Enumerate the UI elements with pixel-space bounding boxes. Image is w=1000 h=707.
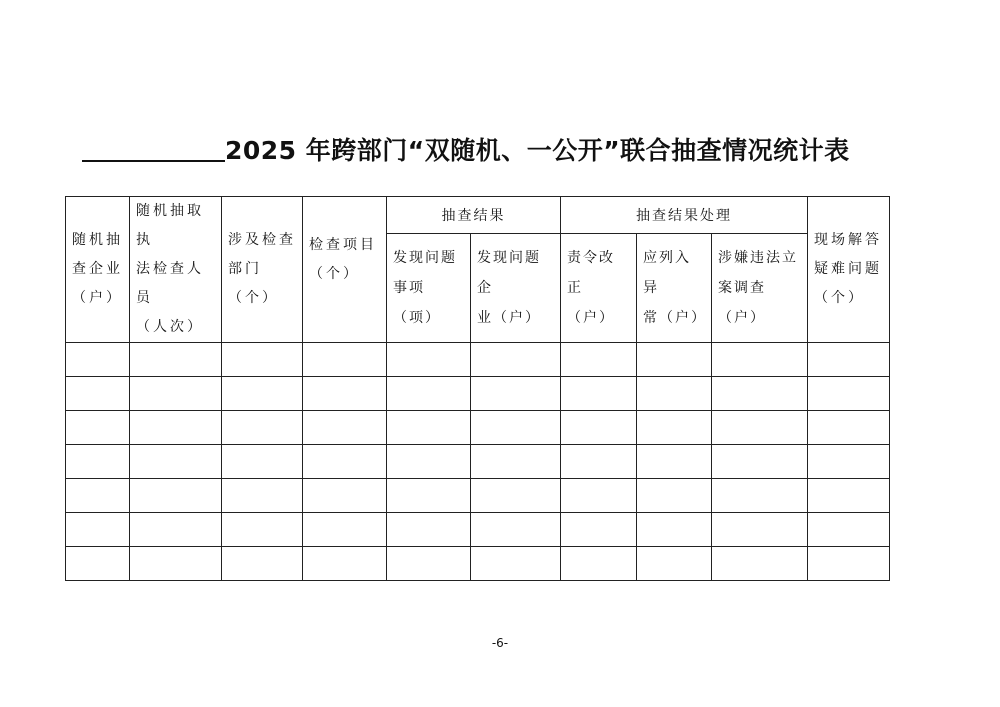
table-cell[interactable] (471, 479, 561, 513)
header-inspection-items: 检查项目 （个） (303, 197, 387, 343)
header-departments: 涉及检查 部门（个） (222, 197, 303, 343)
table-cell[interactable] (561, 513, 637, 547)
table-cell[interactable] (387, 547, 471, 581)
table-cell[interactable] (808, 411, 890, 445)
table-cell[interactable] (222, 411, 303, 445)
table-cell[interactable] (637, 445, 712, 479)
table-cell[interactable] (222, 513, 303, 547)
table-cell[interactable] (387, 479, 471, 513)
table-cell[interactable] (303, 377, 387, 411)
table-cell[interactable] (303, 343, 387, 377)
table-cell[interactable] (130, 513, 222, 547)
table-cell[interactable] (471, 411, 561, 445)
header-abnormal-list: 应列入异 常（户） (637, 234, 712, 343)
table-cell[interactable] (66, 343, 130, 377)
table-cell[interactable] (471, 513, 561, 547)
header-group-handling: 抽查结果处理 (561, 197, 808, 234)
header-sampled-enterprises: 随机抽 查企业 （户） (66, 197, 130, 343)
table-cell[interactable] (637, 343, 712, 377)
table-cell[interactable] (222, 343, 303, 377)
table-cell[interactable] (303, 547, 387, 581)
table-cell[interactable] (712, 445, 808, 479)
table-cell[interactable] (637, 377, 712, 411)
table-cell[interactable] (712, 547, 808, 581)
title-blank-line (82, 160, 225, 162)
table-row (66, 479, 890, 513)
table-cell[interactable] (808, 479, 890, 513)
header-onsite-answers: 现场解答 疑难问题 （个） (808, 197, 890, 343)
table-row (66, 445, 890, 479)
table-cell[interactable] (561, 411, 637, 445)
table-cell[interactable] (387, 343, 471, 377)
table-cell[interactable] (130, 479, 222, 513)
table-cell[interactable] (561, 343, 637, 377)
table-cell[interactable] (712, 411, 808, 445)
table-cell[interactable] (808, 377, 890, 411)
table-cell[interactable] (561, 479, 637, 513)
table-cell[interactable] (808, 547, 890, 581)
title-text: 2025 年跨部门“双随机、一公开”联合抽查情况统计表 (225, 136, 850, 165)
table-cell[interactable] (66, 445, 130, 479)
header-inspectors: 随机抽取执 法检查人员 （人次） (130, 197, 222, 343)
table-cell[interactable] (387, 377, 471, 411)
table-cell[interactable] (637, 479, 712, 513)
table-cell[interactable] (303, 411, 387, 445)
statistics-table (65, 196, 890, 581)
table-cell[interactable] (637, 547, 712, 581)
table-cell[interactable] (387, 513, 471, 547)
header-found-enterprises: 发现问题企 业（户） (471, 234, 561, 343)
table-row (66, 411, 890, 445)
header-found-items: 发现问题 事项（项） (387, 234, 471, 343)
table-cell[interactable] (712, 343, 808, 377)
table-cell[interactable] (561, 547, 637, 581)
document-title (82, 128, 882, 168)
table-cell[interactable] (303, 445, 387, 479)
table-cell[interactable] (130, 343, 222, 377)
table-cell[interactable] (637, 513, 712, 547)
table-cell[interactable] (66, 377, 130, 411)
table-cell[interactable] (66, 411, 130, 445)
table-cell[interactable] (66, 479, 130, 513)
table-cell[interactable] (471, 377, 561, 411)
header-case-investigation: 涉嫌违法立 案调查（户） (712, 234, 808, 343)
table-cell[interactable] (808, 513, 890, 547)
table-cell[interactable] (808, 445, 890, 479)
table-cell[interactable] (712, 479, 808, 513)
table-cell[interactable] (637, 411, 712, 445)
table-row (66, 343, 890, 377)
table-cell[interactable] (222, 377, 303, 411)
table-cell[interactable] (66, 547, 130, 581)
table-cell[interactable] (471, 445, 561, 479)
table-row (66, 547, 890, 581)
table-cell[interactable] (222, 479, 303, 513)
table-cell[interactable] (712, 377, 808, 411)
table-cell[interactable] (130, 377, 222, 411)
table-row (66, 377, 890, 411)
header-group-results: 抽查结果 (387, 197, 561, 234)
table-cell[interactable] (808, 343, 890, 377)
table-cell[interactable] (130, 411, 222, 445)
table-cell[interactable] (222, 547, 303, 581)
table-cell[interactable] (387, 445, 471, 479)
table-cell[interactable] (130, 445, 222, 479)
table-cell[interactable] (561, 445, 637, 479)
table-cell[interactable] (303, 479, 387, 513)
table-cell[interactable] (222, 445, 303, 479)
table-cell[interactable] (130, 547, 222, 581)
table-cell[interactable] (471, 343, 561, 377)
header-rectify: 责令改正 （户） (561, 234, 637, 343)
table-row (66, 513, 890, 547)
table-cell[interactable] (303, 513, 387, 547)
table-cell[interactable] (561, 377, 637, 411)
table-cell[interactable] (66, 513, 130, 547)
table-cell[interactable] (387, 411, 471, 445)
table-cell[interactable] (471, 547, 561, 581)
table-cell[interactable] (712, 513, 808, 547)
page-number: -6- (491, 636, 509, 650)
